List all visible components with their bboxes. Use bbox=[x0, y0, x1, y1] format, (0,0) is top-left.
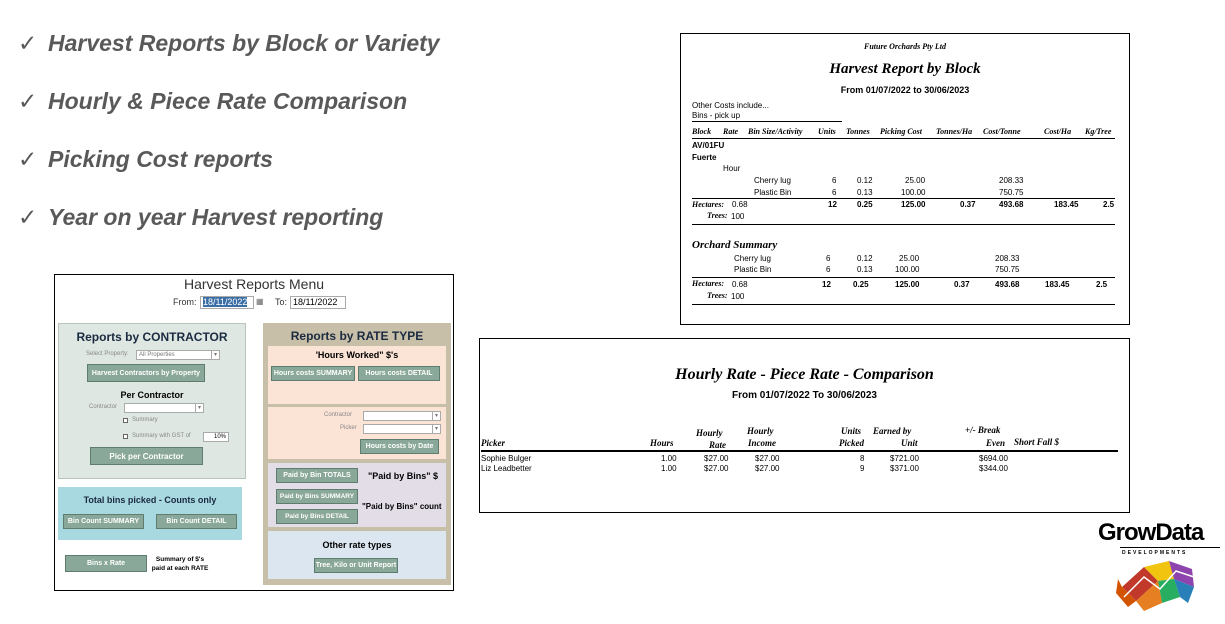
col-tonnes: Tonnes bbox=[846, 127, 870, 136]
growdata-logo bbox=[1098, 519, 1222, 614]
menu-title: Harvest Reports Menu bbox=[183, 276, 325, 292]
to-label: To: bbox=[275, 297, 288, 307]
col-hours: Hours bbox=[650, 438, 674, 448]
harvest-report-by-block: Future Orchards Pty Ltd Harvest Report by Block From 01/07/2022 to 30/06/2023 Other Costs include... Bins - pick up Block Rate Bin Size/Activity Units Tonnes Picking Cost Tonnes/Ha Cost/Tonne Cost/Ha Kg/Tree AV/01FU Fuerte Hour Cherry lug 6 0.12 25.00 208.33 Plastic Bin 6 0.13 100.00 750.75 Hectares: 0.68 12 0.25 125.00 0.37 493.68 183.45 2.5 Trees: 100 Orchard Summary Cherry lug 6 0.12 25.00 208.33 Plastic Bin 6 0.13 100.00 750.75 Hectares: 0.68 12 0.25 125.00 0.37 493.68 183.45 2.5 Trees: 100 bbox=[680, 33, 1130, 325]
col-break-even: Even bbox=[986, 438, 1005, 448]
bin-count-detail-button[interactable]: Bin Count DETAIL bbox=[156, 514, 237, 529]
orchard-summary-title: Orchard Summary bbox=[692, 239, 778, 251]
paid-by-bin-totals-button[interactable]: Paid by Bin TOTALS bbox=[276, 468, 358, 483]
contractor-label: Contractor bbox=[89, 404, 118, 410]
col-tonnes-ha: Tonnes/Ha bbox=[936, 127, 973, 136]
bins-heading: Total bins picked - Counts only bbox=[83, 495, 217, 505]
bullet-text: Harvest Reports by Block or Variety bbox=[48, 30, 440, 56]
other-rate-types-label: Other rate types bbox=[322, 540, 392, 550]
calendar-icon[interactable]: ▦ bbox=[256, 297, 264, 306]
bullet-year-on-year bbox=[18, 204, 383, 231]
summary-label: Summary bbox=[132, 417, 158, 423]
check-icon: ✓ bbox=[18, 204, 38, 230]
check-icon: ✓ bbox=[18, 88, 38, 114]
paid-by-bins-detail-button[interactable]: Paid by Bins DETAIL bbox=[276, 509, 358, 524]
hours-costs-by-date-button[interactable]: Hours costs by Date bbox=[360, 439, 439, 454]
col-shortfall: Short Fall $ bbox=[1014, 437, 1060, 447]
bullet-text: Hourly & Piece Rate Comparison bbox=[48, 88, 408, 114]
hectares-label: Hectares: bbox=[692, 279, 724, 288]
rate-hour: Hour bbox=[723, 164, 741, 173]
col-rate: Rate bbox=[723, 127, 739, 136]
table-row: Liz Leadbetter bbox=[481, 464, 532, 473]
check-icon: ✓ bbox=[18, 146, 38, 172]
rate-type-heading: Reports by RATE TYPE bbox=[290, 329, 424, 343]
variety: Fuerte bbox=[692, 153, 717, 162]
trees-label: Trees: bbox=[707, 291, 728, 300]
per-contractor-heading: Per Contractor bbox=[120, 390, 184, 400]
bullet-hourly-piece bbox=[18, 88, 407, 115]
contractor-select[interactable] bbox=[124, 403, 204, 413]
bins-panel bbox=[58, 487, 242, 540]
bins-pickup-label: Bins - pick up bbox=[692, 111, 741, 120]
contractor-label: Contractor bbox=[324, 412, 353, 418]
harvest-contractors-button[interactable]: Harvest Contractors by Property bbox=[87, 364, 205, 382]
col-block: Block bbox=[692, 127, 712, 136]
bullet-picking-cost bbox=[18, 146, 273, 173]
col-kg-tree: Kg/Tree bbox=[1085, 127, 1112, 136]
comparison-period: From 01/07/2022 To 30/06/2023 bbox=[732, 390, 877, 401]
bins-x-rate-button[interactable]: Bins x Rate bbox=[65, 555, 147, 572]
to-date-input[interactable]: 18/11/2022 bbox=[290, 296, 346, 309]
from-date-input[interactable]: 18/11/2022 bbox=[200, 296, 254, 309]
logo-sub: DEVELOPMENTS bbox=[1122, 550, 1188, 556]
chevron-down-icon: ▾ bbox=[211, 351, 219, 359]
other-rate-types-section bbox=[268, 531, 446, 579]
select-property-label: Select Property: bbox=[86, 351, 129, 357]
block-code: AV/01FU bbox=[692, 141, 725, 150]
check-icon: ✓ bbox=[18, 30, 38, 56]
paid-by-bins-summary-button[interactable]: Paid by Bins SUMMARY bbox=[276, 489, 358, 504]
from-label: From: bbox=[173, 297, 197, 307]
report-period: From 01/07/2022 to 30/06/2023 bbox=[840, 85, 970, 95]
summary-gst-checkbox[interactable] bbox=[123, 434, 128, 439]
chevron-down-icon: ▾ bbox=[432, 412, 440, 420]
hours-costs-detail-button[interactable]: Hours costs DETAIL bbox=[358, 366, 440, 381]
contractor-heading: Reports by CONTRACTOR bbox=[76, 330, 228, 344]
bullet-harvest-reports bbox=[18, 30, 440, 57]
col-picking-cost: Picking Cost bbox=[880, 127, 923, 136]
hours-worked-label: 'Hours Worked" $'s bbox=[315, 350, 399, 360]
col-cost-ha: Cost/Ha bbox=[1044, 127, 1072, 136]
table-row: Cherry lug bbox=[754, 176, 791, 185]
logo-graphic-icon bbox=[1114, 557, 1200, 613]
report-title: Harvest Report by Block bbox=[829, 61, 981, 77]
col-picker: Picker bbox=[481, 438, 505, 448]
hours-worked-section bbox=[268, 346, 446, 404]
col-cost-tonne: Cost/Tonne bbox=[983, 127, 1021, 136]
table-row: Plastic Bin bbox=[734, 265, 772, 274]
table-row: Sophie Bulger bbox=[481, 454, 532, 463]
chevron-down-icon: ▾ bbox=[195, 404, 203, 412]
table-row: Cherry lug bbox=[734, 254, 771, 263]
other-costs-label: Other Costs include... bbox=[692, 101, 769, 110]
property-select[interactable]: All Properties ▾ bbox=[136, 350, 220, 360]
comparison-title: Hourly Rate - Piece Rate - Comparison bbox=[675, 366, 934, 383]
bin-count-summary-button[interactable]: Bin Count SUMMARY bbox=[63, 514, 144, 529]
paid-by-bins-count-label: "Paid by Bins" count bbox=[362, 502, 442, 511]
summary-gst-label: Summary with GST of bbox=[132, 433, 191, 439]
hours-costs-summary-button[interactable]: Hours costs SUMMARY bbox=[271, 366, 355, 381]
col-hourly-rate: Rate bbox=[709, 440, 726, 450]
rate-comparison-report: Hourly Rate - Piece Rate - Comparison From 01/07/2022 To 30/06/2023 Hourly Hourly Units Earned by +/- Break Picker Hours Rate Income Picked Unit Even Short Fall $ Sophie Bulger 1.00 $27.00 $27.00 8 $721.00 $694.00 Liz Leadbetter 1.00 $27.00 $27.00 9 $371.00 $344.00 bbox=[479, 338, 1130, 513]
table-row: Plastic Bin bbox=[754, 188, 792, 197]
picker-label: Picker bbox=[340, 425, 357, 431]
chevron-down-icon: ▾ bbox=[432, 425, 440, 433]
logo-name: GrowData bbox=[1098, 519, 1204, 546]
col-units: Units bbox=[818, 127, 836, 136]
col-units-picked: Picked bbox=[839, 438, 864, 448]
col-hourly-income: Income bbox=[748, 438, 776, 448]
col-earned: Unit bbox=[901, 438, 918, 448]
col-bin-size: Bin Size/Activity bbox=[748, 127, 803, 136]
bullet-text: Year on year Harvest reporting bbox=[48, 204, 384, 230]
gst-input[interactable]: 10% bbox=[203, 432, 229, 442]
rate-contractor-select[interactable] bbox=[363, 411, 441, 421]
company-name: Future Orchards Pty Ltd bbox=[863, 42, 946, 51]
harvest-reports-menu bbox=[54, 274, 454, 591]
trees-label: Trees: bbox=[707, 211, 728, 220]
summary-checkbox[interactable] bbox=[123, 418, 128, 423]
contractor-panel bbox=[58, 323, 246, 479]
picker-select[interactable] bbox=[363, 424, 441, 434]
tree-kilo-unit-button[interactable]: Tree, Kilo or Unit Report bbox=[314, 558, 398, 573]
pick-per-contractor-button[interactable]: Pick per Contractor bbox=[90, 447, 203, 465]
rate-type-panel bbox=[263, 323, 451, 585]
hours-by-date-section bbox=[268, 407, 446, 459]
bins-x-rate-note: Summary of $'s paid at each RATE bbox=[151, 556, 209, 572]
hectares-label: Hectares: bbox=[692, 200, 724, 209]
paid-by-bins-dollar-label: "Paid by Bins" $ bbox=[368, 471, 439, 481]
paid-by-bins-section bbox=[268, 463, 446, 527]
bullet-text: Picking Cost reports bbox=[48, 146, 273, 172]
